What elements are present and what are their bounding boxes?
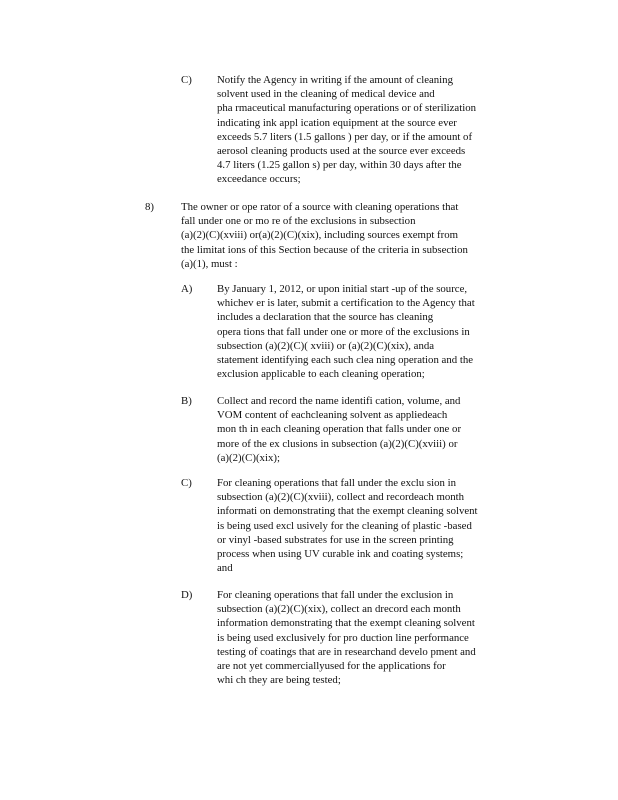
text-line: includes a declaration that the source has cleaning	[217, 311, 434, 324]
text-line: whi ch they are being tested;	[217, 674, 341, 687]
text-line: opera tions that fall under one or more of the exclusions in	[217, 325, 470, 338]
text-line: Collect and record the name identifi cation, volume, and	[217, 395, 461, 407]
text-line: is being used excl usively for the cleaning of plastic -based	[217, 519, 472, 532]
text-line: pha rmaceutical manufacturing operations or of sterilization	[217, 102, 477, 115]
text-line: information demonstrating that the exempt cleaning solvent	[217, 617, 475, 630]
text-line: 4.7 liters (1.25 gallon s) per day, within 30 days after the	[217, 159, 462, 172]
clause-c-notify	[181, 73, 501, 193]
text-line: subsection (a)(2)(C)(xviii), collect and recordeach month	[217, 491, 465, 504]
clause-label: 8)	[145, 201, 154, 213]
text-line: (a)(1), must :	[181, 257, 238, 270]
text-line: and	[217, 562, 233, 575]
text-line: more of the ex clusions in subsection (a)(2)(C)(xviii) or	[217, 437, 458, 450]
text-line: aerosol cleaning products used at the source ever exceeds	[217, 144, 466, 157]
text-line: whichev er is later, submit a certification to the Agency that	[217, 297, 475, 310]
text-line: solvent used in the cleaning of medical device and	[217, 88, 435, 101]
text-line: By January 1, 2012, or upon initial start -up of the source,	[217, 283, 468, 295]
text-line: exclusion applicable to each cleaning operation;	[217, 368, 425, 381]
text-line: statement identifying each such clea ning operation and the	[217, 353, 474, 366]
text-line: subsection (a)(2)(C)( xviii) or (a)(2)(C)(xix), anda	[217, 339, 435, 352]
text-line: For cleaning operations that fall under the exclu sion in	[217, 477, 456, 489]
clause-d-cleaning-operations	[181, 588, 501, 693]
text-line: testing of coatings that are in researchand develo pment and	[217, 645, 476, 658]
text-line: (a)(2)(C)(xix);	[217, 451, 280, 464]
clause-c-cleaning-operations	[181, 476, 501, 581]
text-line: is being used exclusively for pro duction line performance	[217, 631, 469, 644]
clause-a-certification	[181, 282, 501, 387]
text-line: fall under one or mo re of the exclusions in subsection	[181, 215, 416, 228]
clause-text	[217, 282, 501, 381]
text-line: process when using UV curable ink and coating systems;	[217, 547, 464, 560]
text-line: exceeds 5.7 liters (1.5 gallons ) per day, or if the amount of	[217, 130, 473, 143]
text-line: or vinyl -based substrates for use in the screen printing	[217, 533, 454, 546]
clause-8-owner-operator	[145, 200, 490, 275]
text-line: For cleaning operations that fall under the exclusion in	[217, 589, 454, 601]
text-line: VOM content of eachcleaning solvent as appliedeach	[217, 409, 448, 422]
clause-label: C)	[181, 74, 192, 86]
clause-label: A)	[181, 283, 193, 295]
text-line: (a)(2)(C)(xviii) or(a)(2)(C)(xix), including sources exempt from	[181, 229, 459, 242]
text-line: Notify the Agency in writing if the amount of cleaning	[217, 74, 453, 86]
text-line: are not yet commerciallyused for the applications for	[217, 659, 446, 672]
text-line: The owner or ope rator of a source with cleaning operations that	[181, 201, 459, 213]
text-line: informati on demonstrating that the exempt cleaning solvent	[217, 505, 478, 518]
clause-text	[217, 588, 501, 687]
text-line: the limitat ions of this Section because of the criteria in subsection	[181, 243, 468, 256]
clause-label: B)	[181, 395, 192, 407]
clause-b-collect-record	[181, 394, 501, 469]
clause-text	[181, 200, 490, 271]
clause-text	[217, 394, 501, 465]
text-line: indicating ink appl ication equipment at the source ever	[217, 116, 457, 129]
clause-label: D)	[181, 589, 193, 601]
text-line: exceedance occurs;	[217, 173, 301, 186]
clause-text	[217, 476, 501, 575]
text-line: subsection (a)(2)(C)(xix), collect an drecord each month	[217, 603, 461, 616]
clause-label: C)	[181, 477, 192, 489]
clause-text	[217, 73, 501, 187]
text-line: mon th in each cleaning operation that falls under one or	[217, 423, 462, 436]
